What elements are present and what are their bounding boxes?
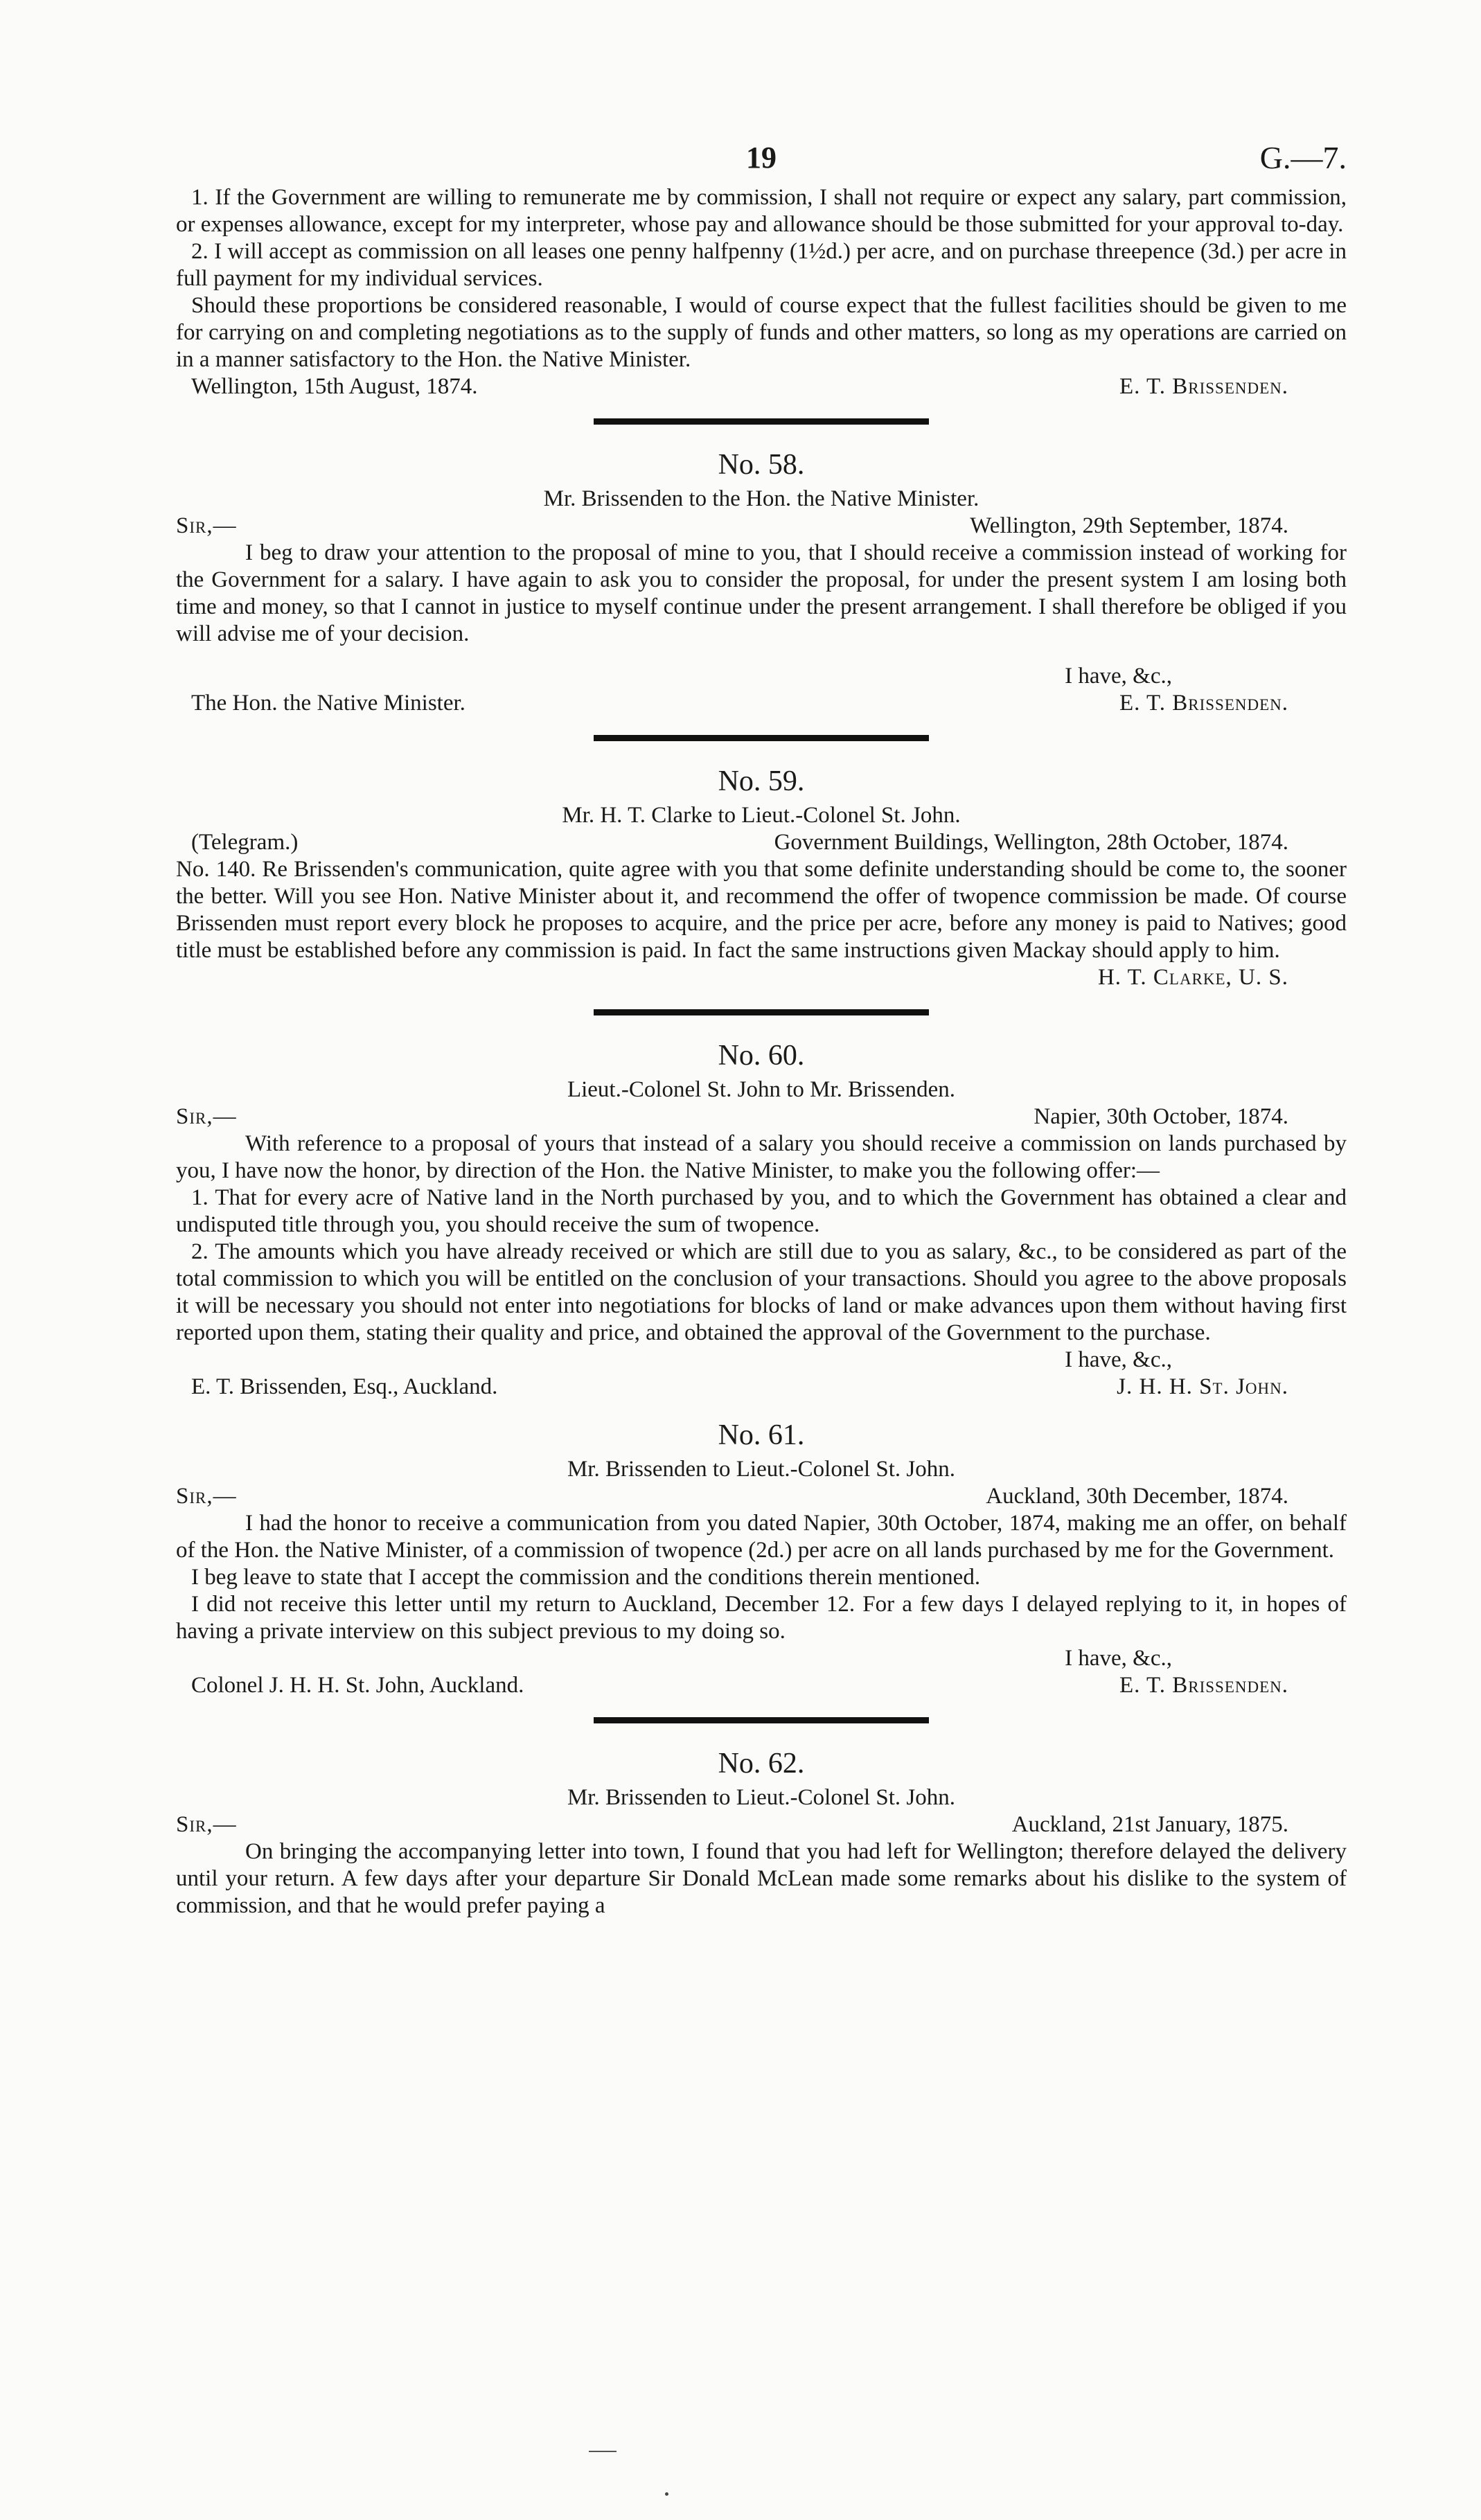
letter-paragraph: I had the honor to receive a communication from you dated Napier, 30th October, 1874, making me an offer, on behalf of the Hon. the Native Minister, of a commission of twopence (2d.) per acre on all lands purchased by me for the Government. (176, 1511, 1347, 1563)
letter-heading: Lieut.-Colonel St. John to Mr. Brissenden. (567, 1077, 956, 1102)
telegram-label: (Telegram.) (191, 830, 299, 855)
letter-signoff (176, 1374, 1347, 1401)
section-divider (594, 1717, 929, 1723)
document-page (176, 139, 1347, 1919)
letter-paragraph: I beg leave to state that I accept the commission and the conditions therein mentioned. (191, 1565, 981, 1590)
letter-date: Wellington, 29th September, 1874. (970, 513, 1288, 538)
page-speck (665, 2492, 668, 2496)
intro-paragraph: 2. I will accept as commission on all leases one penny halfpenny (1½d.) per acre, and on purchase threepence (3d.) per acre in full payment for my individual services. (176, 239, 1347, 291)
salutation: Sir,— (176, 1484, 237, 1509)
letter-62 (176, 1747, 1347, 1919)
letter-paragraph: On bringing the accompanying letter into town, I found that you had left for Wellington; therefore delayed the delivery until your return. A few days after your departure Sir Donald McLean made some remarks about his dislike to the system of commission, and that he would prefer paying a (176, 1839, 1347, 1918)
letter-heading: Mr. H. T. Clarke to Lieut.-Colonel St. John. (562, 803, 961, 828)
intro-paragraph: 1. If the Government are willing to remunerate me by commission, I shall not require or expect any salary, part commission, or expenses allowance, except for my interpreter, whose pay and allowance should be those submitted for your approval to-day. (176, 185, 1347, 237)
letter-heading: Mr. Brissenden to Lieut.-Colonel St. John. (567, 1457, 956, 1482)
letter-date: Auckland, 21st January, 1875. (1011, 1812, 1288, 1837)
letter-paragraph: 1. That for every acre of Native land in the North purchased by you, and to which the Government has obtained a clear and undisputed title through you, you should receive the sum of twopence. (176, 1185, 1347, 1237)
salutation-line (176, 1103, 1347, 1130)
letter-number: No. 62. (718, 1748, 805, 1780)
addressee: The Hon. the Native Minister. (191, 691, 465, 716)
letter-heading: Mr. Brissenden to Lieut.-Colonel St. John. (567, 1785, 956, 1810)
closing: I have, &c., (1065, 1646, 1172, 1671)
letter-number: No. 59. (718, 765, 805, 797)
letter-date: Auckland, 30th December, 1874. (986, 1484, 1288, 1509)
signature: E. T. Brissenden. (1119, 374, 1288, 399)
page-header (176, 139, 1347, 184)
letter-paragraph: I did not receive this letter until my return to Auckland, December 12. For a few days I delayed replying to it, in hopes of having a private interview on this subject previous to my doing so. (176, 1592, 1347, 1644)
signature: J. H. H. St. John. (1117, 1374, 1288, 1399)
closing: I have, &c., (1065, 664, 1172, 689)
page-number: 19 (746, 141, 777, 175)
place-date: Wellington, 15th August, 1874. (191, 374, 478, 399)
letter-paragraph: I beg to draw your attention to the proposal of mine to you, that I should receive a commission instead of working for the Government for a salary. I have again to ask you to consider the proposal, for under the present system I am losing both time and money, so that I cannot in justice to myself continue under the present arrangement. I shall therefore be obliged if you will advise me of your decision. (176, 540, 1347, 646)
salutation: Sir,— (176, 1812, 237, 1837)
letter-date: Napier, 30th October, 1874. (1034, 1104, 1288, 1129)
letter-number: No. 60. (718, 1040, 805, 1072)
intro-signoff (176, 373, 1347, 400)
section-divider (594, 418, 929, 425)
letter-signoff (176, 690, 1347, 717)
addressee: E. T. Brissenden, Esq., Auckland. (191, 1374, 498, 1399)
signature: E. T. Brissenden. (1119, 1673, 1288, 1698)
letter-58 (176, 448, 1347, 717)
salutation-line (176, 513, 1347, 540)
section-divider (594, 1009, 929, 1015)
letter-60 (176, 1039, 1347, 1401)
salutation-line (176, 1811, 1347, 1838)
salutation: Sir,— (176, 513, 237, 538)
letter-paragraph: No. 140. Re Brissenden's communication, quite agree with you that some definite understanding should be come to, the sooner the better. Will you see Hon. Native Minister about it, and recommend the offer of twopence commission be made. Of course Brissenden must report every block he proposes to acquire, and the price per acre, before any money is paid to Natives; good title must be established before any commission is paid. In fact the same instructions given Mackay should apply to him. (176, 857, 1347, 963)
signature: E. T. Brissenden. (1119, 691, 1288, 716)
letter-paragraph: With reference to a proposal of yours that instead of a salary you should receive a commission on lands purchased by you, I have now the honor, by direction of the Hon. the Native Minister, to make you the following offer:— (176, 1131, 1347, 1183)
document-reference: G.—7. (1259, 140, 1347, 175)
letter-59 (176, 765, 1347, 991)
closing: I have, &c., (1065, 1347, 1172, 1372)
salutation: Sir,— (176, 1104, 237, 1129)
addressee: Colonel J. H. H. St. John, Auckland. (191, 1673, 524, 1698)
intro-paragraph: Should these proportions be considered reasonable, I would of course expect that the fullest facilities should be given to me for carrying on and completing negotiations as to the supply of funds and other matters, so long as my operations are carried on in a manner satisfactory to the Hon. the Native Minister. (176, 293, 1347, 372)
letter-heading: Mr. Brissenden to the Hon. the Native Minister. (543, 486, 979, 511)
section-divider (594, 735, 929, 741)
letter-number: No. 61. (718, 1419, 805, 1451)
intro-section (176, 184, 1347, 400)
letter-date: Government Buildings, Wellington, 28th October, 1874. (774, 830, 1288, 855)
letter-number: No. 58. (718, 449, 805, 481)
page-end-mark (589, 2451, 617, 2452)
letter-paragraph: 2. The amounts which you have already received or which are still due to you as salary, &c., to be considered as part of the total commission to which you will be entitled on the conclusion of your transactions. Should you agree to the above proposals it will be necessary you should not enter into negotiations for blocks of land or make advances upon them without having first reported upon them, stating their quality and price, and obtained the approval of the Government to the purchase. (176, 1239, 1347, 1345)
letter-61 (176, 1419, 1347, 1699)
salutation-line (176, 1483, 1347, 1510)
letter-signoff (176, 1672, 1347, 1699)
salutation-line (176, 829, 1347, 856)
signature: H. T. Clarke, U. S. (1097, 965, 1288, 990)
